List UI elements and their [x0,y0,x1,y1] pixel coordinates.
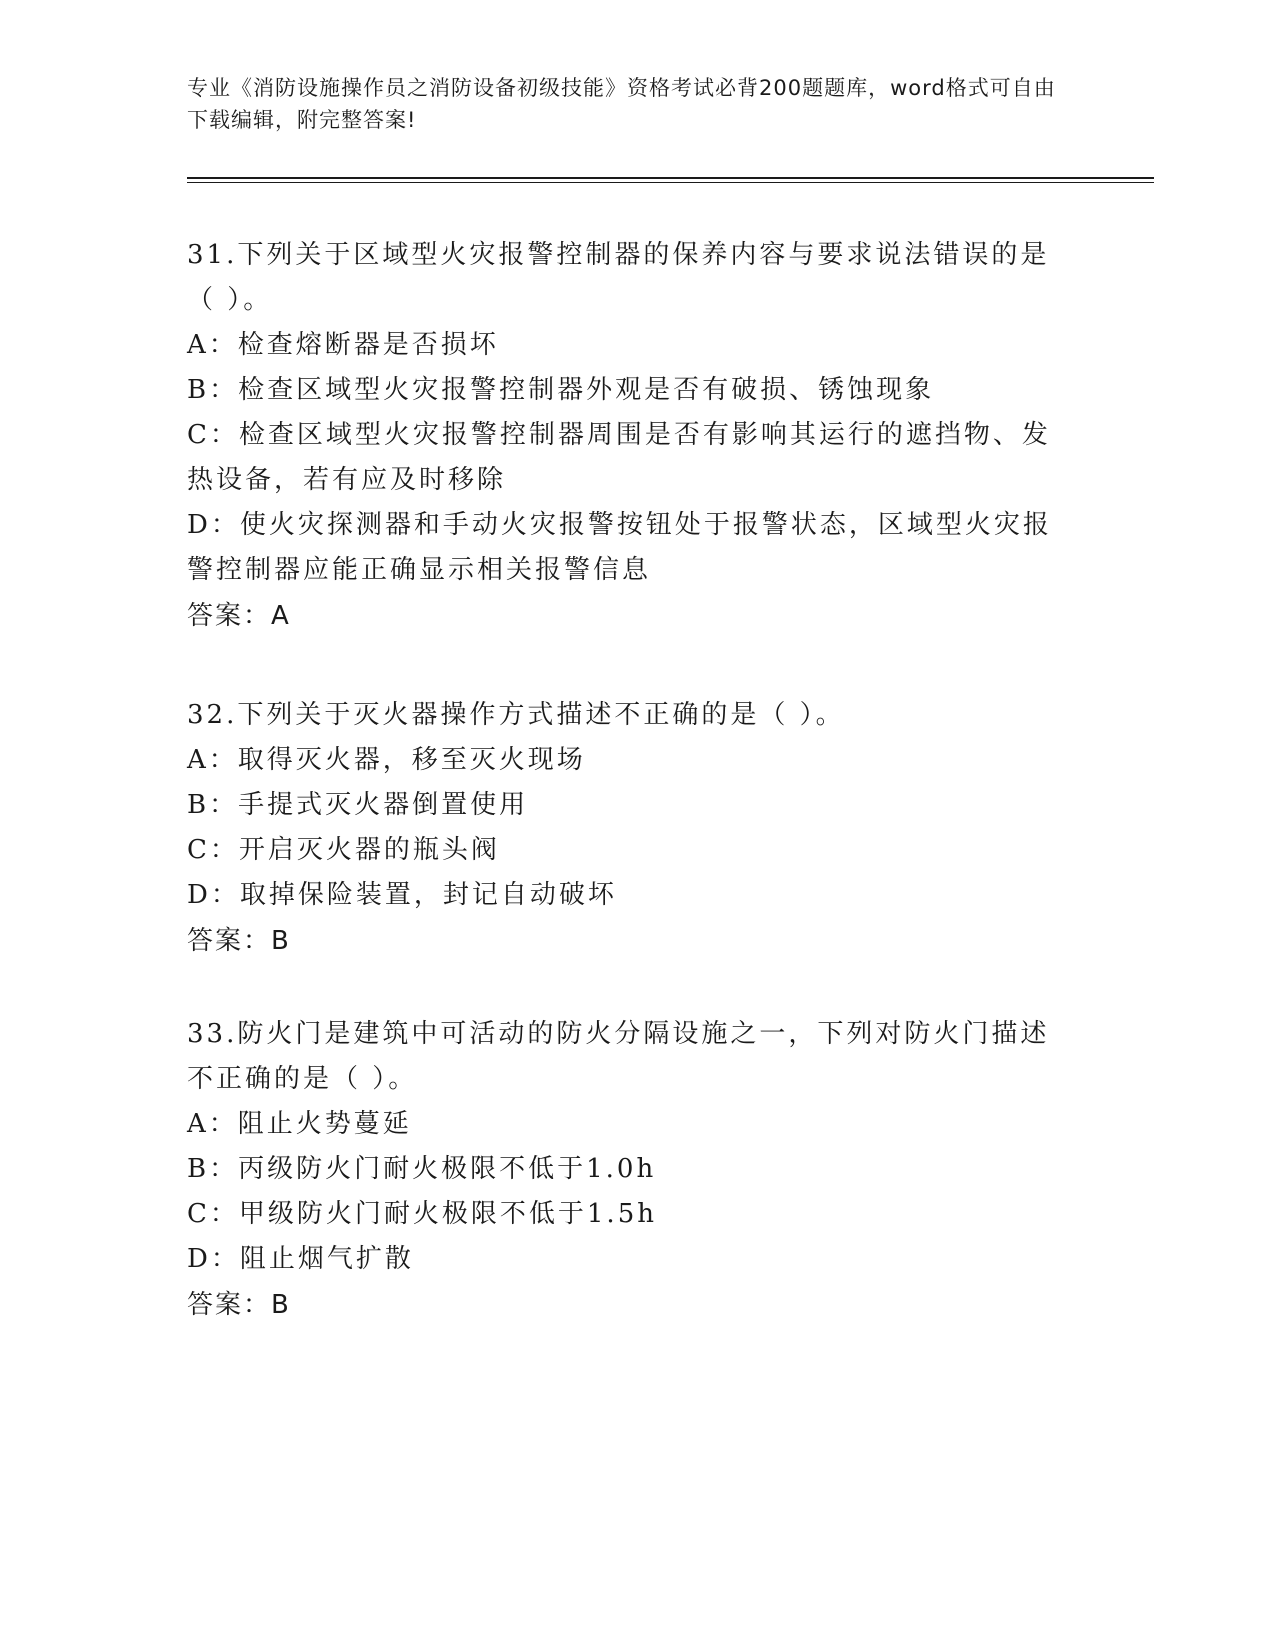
question-33 [187,1012,1077,1328]
answer-line: 答案：A [187,601,291,631]
answer-line: 答案：B [187,1290,291,1320]
option-c: C：开启灭火器的瓶头阀 [187,835,500,865]
option-d: D：使火灾探测器和手动火灾报警按钮处于报警状态，区域型火灾报警控制器应能正确显示相关报警信息 [187,510,1052,585]
option-c: C：检查区域型火灾报警控制器周围是否有影响其运行的遮挡物、发热设备，若有应及时移除 [187,420,1051,495]
question-stem: 33.防火门是建筑中可活动的防火分隔设施之一，下列对防火门描述不正确的是（ ）。 [187,1019,1050,1094]
option-b: B：手提式灭火器倒置使用 [187,790,529,820]
option-c: C：甲级防火门耐火极限不低于1.5h [187,1199,657,1229]
option-b: B：检查区域型火灾报警控制器外观是否有破损、锈蚀现象 [187,375,935,405]
question-32 [187,693,1077,964]
header-divider-top [187,177,1154,179]
header-divider-bottom [187,182,1154,183]
option-a: A：取得灭火器，移至灭火现场 [187,745,586,775]
option-a: A：阻止火势蔓延 [187,1109,412,1139]
answer-line: 答案：B [187,926,291,956]
question-stem: 31.下列关于区域型火灾报警控制器的保养内容与要求说法错误的是（ ）。 [187,240,1050,315]
option-a: A：检查熔断器是否损坏 [187,330,499,360]
option-b: B：丙级防火门耐火极限不低于1.0h [187,1154,657,1184]
option-d: D：取掉保险装置，封记自动破坏 [187,880,617,910]
question-stem: 32.下列关于灭火器操作方式描述不正确的是（ ）。 [187,700,845,730]
question-31 [187,233,1077,639]
option-d: D：阻止烟气扩散 [187,1244,414,1274]
document-header: 专业《消防设施操作员之消防设备初级技能》资格考试必背200题题库，word格式可自由下载编辑，附完整答案! [187,76,1056,132]
